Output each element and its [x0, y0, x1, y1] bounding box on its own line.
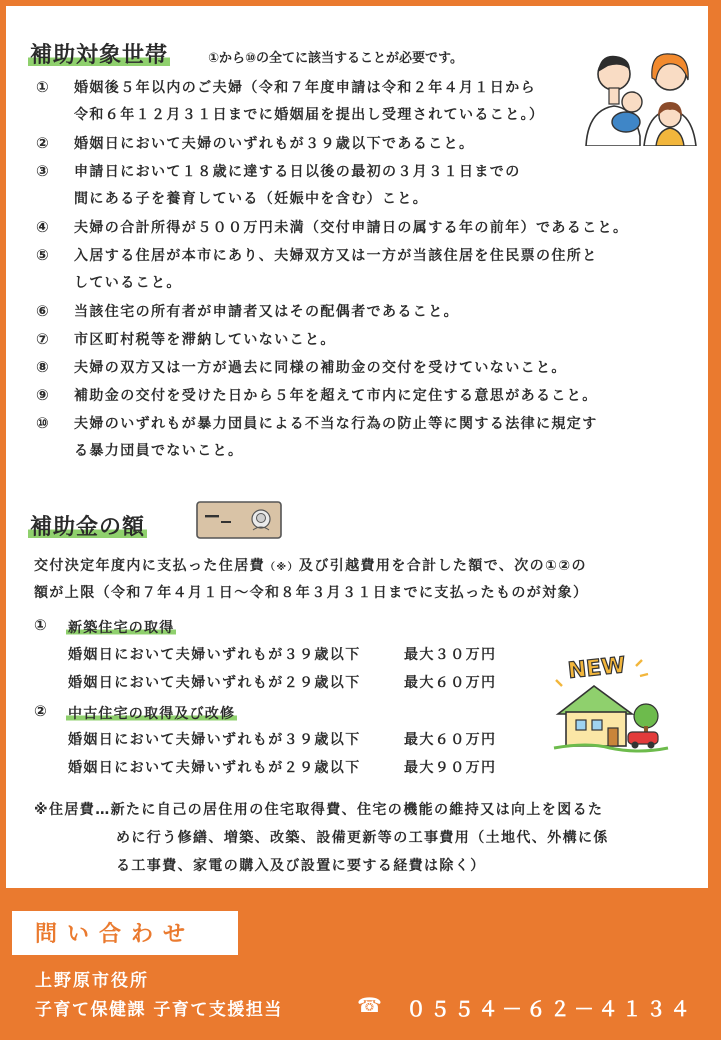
phone-icon: ☎	[357, 993, 382, 1017]
item-number: ⑦	[36, 330, 49, 348]
category-label-text: 中古住宅の取得及び改修	[68, 706, 236, 722]
amount-condition: 婚姻日において夫婦いずれもが２９歳以下	[68, 675, 361, 691]
list-item: 市区町村税等を滞納していないこと。	[74, 332, 336, 348]
item-number: ②	[36, 134, 49, 152]
amount-max: 最大６０万円	[404, 675, 497, 691]
list-item: 補助金の交付を受けた日から５年を超えて市内に定住する意思があること。	[74, 388, 598, 404]
amount-max: 最大６０万円	[404, 732, 497, 748]
new-house-icon	[548, 650, 672, 756]
amount-condition: 婚姻日において夫婦いずれもが３９歳以下	[68, 732, 361, 748]
category-label-text: 新築住宅の取得	[68, 620, 175, 636]
category-label-new	[66, 617, 176, 637]
footnote-line: る工事費、家電の購入及び設置に要する経費は除く）	[116, 858, 486, 874]
footnote-line: めに行う修繕、増築、改築、設備更新等の工事費用（土地代、外構に係	[116, 830, 609, 846]
amount-intro-text: 交付決定年度内に支払った住居費	[34, 558, 265, 574]
footnote-mark: （※）	[265, 562, 299, 573]
item-number: ⑧	[36, 358, 49, 376]
amount-condition: 婚姻日において夫婦いずれもが２９歳以下	[68, 760, 361, 776]
item-number: ⑥	[36, 302, 49, 320]
contact-phone[interactable]: ０５５４－６２－４１３４	[406, 997, 694, 1021]
amount-title-text: 補助金の額	[30, 515, 146, 540]
list-item: 申請日において１８歳に達する日以後の最初の３月３１日までの	[74, 164, 521, 180]
item-number: ③	[36, 162, 49, 180]
list-item: 入居する住居が本市にあり、夫婦双方又は一方が当該住居を住民票の住所と	[74, 248, 598, 264]
item-number: ④	[36, 218, 49, 236]
eligibility-title-text: 補助対象世帯	[30, 43, 169, 68]
contact-dept: 子育て保健課 子育て支援担当	[35, 1000, 283, 1020]
new-label: NEW	[566, 653, 627, 685]
item-number: ①	[36, 78, 49, 96]
item-number: ⑩	[36, 414, 49, 432]
item-number: ⑤	[36, 246, 49, 264]
eligibility-title	[28, 38, 170, 69]
list-item: 当該住宅の所有者が申請者又はその配偶者であること。	[74, 304, 459, 320]
list-item: 夫婦のいずれもが暴力団員による不当な行為の防止等に関する法律に規定す	[74, 416, 598, 432]
amount-max: 最大９０万円	[404, 760, 497, 776]
item-number: ⑨	[36, 386, 49, 404]
category-label-used	[66, 703, 237, 723]
eligibility-note: ①から⑩の全てに該当することが必要です。	[208, 51, 463, 66]
amount-condition: 婚姻日において夫婦いずれもが３９歳以下	[68, 647, 361, 663]
contact-org: 上野原市役所	[35, 971, 149, 991]
category-number: ①	[34, 616, 47, 634]
list-item: 婚姻後５年以内のご夫婦（令和７年度申請は令和２年４月１日から	[74, 80, 536, 96]
list-item: 婚姻日において夫婦のいずれもが３９歳以下であること。	[74, 136, 475, 152]
contact-title: 問い合わせ	[35, 922, 196, 947]
footnote-line: ※住居費…新たに自己の居住用の住宅取得費、住宅の機能の維持又は向上を図るた	[34, 802, 604, 818]
list-item: 夫婦の双方又は一方が過去に同様の補助金の交付を受けていないこと。	[74, 360, 567, 376]
amount-max: 最大３０万円	[404, 647, 497, 663]
list-item: 間にある子を養育している（妊娠中を含む）こと。	[74, 191, 429, 207]
amount-intro-line1	[34, 557, 587, 577]
list-item: 夫婦の合計所得が５００万円未満（交付申請日の属する年の前年）であること。	[74, 220, 629, 236]
amount-intro-text-2: 及び引越費用を合計した額で、次の①②の	[298, 558, 587, 574]
amount-title	[28, 510, 147, 541]
list-item: る暴力団員でないこと。	[74, 443, 244, 459]
list-item: していること。	[74, 275, 182, 291]
list-item: 令和６年１２月３１日までに婚姻届を提出し受理されていること。）	[74, 107, 545, 123]
category-number: ②	[34, 702, 47, 720]
amount-intro-line2: 額が上限（令和７年４月１日～令和８年３月３１日までに支払ったものが対象）	[34, 585, 589, 601]
family-icon	[578, 36, 704, 146]
money-bill-icon	[195, 500, 283, 540]
